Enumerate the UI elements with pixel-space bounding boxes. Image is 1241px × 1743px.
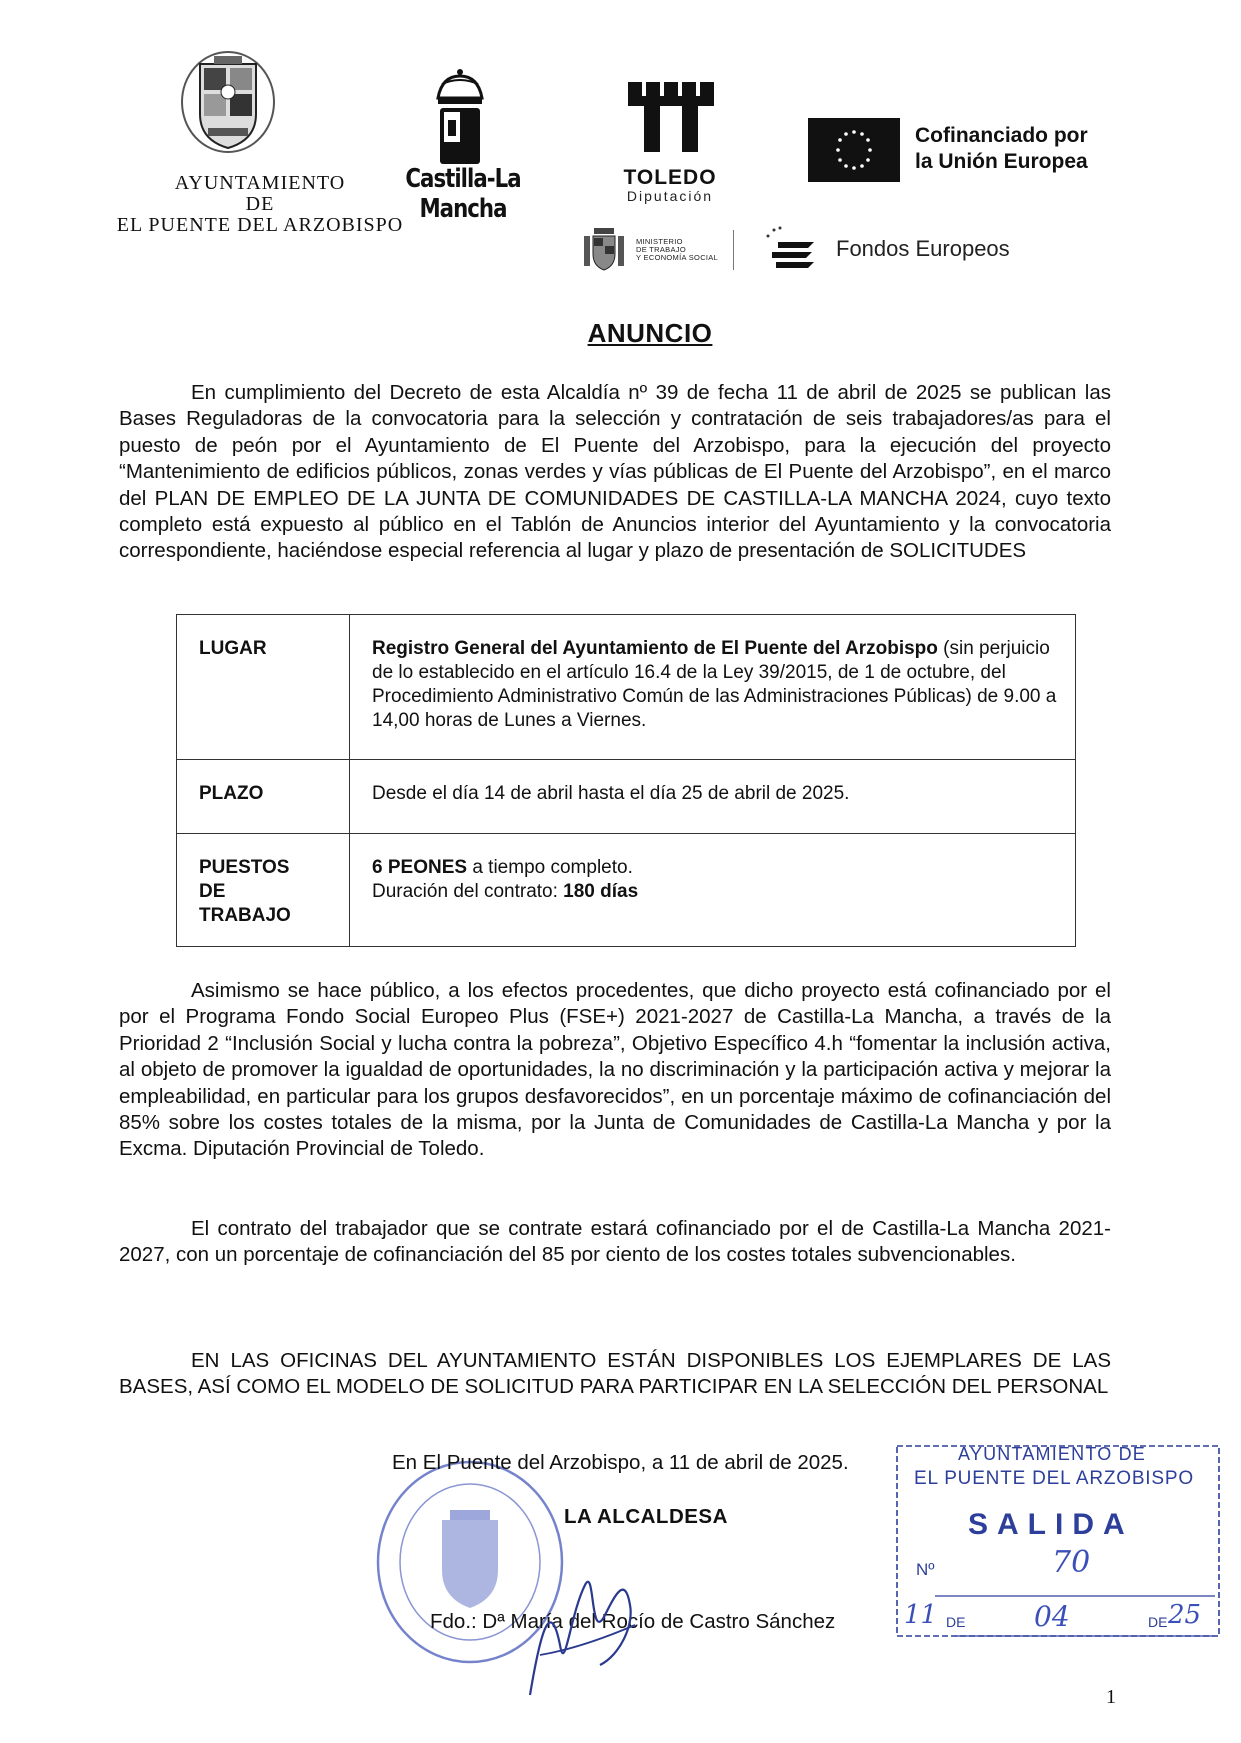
plazo-value: Desde el día 14 de abril hasta el día 25 de abril de 2025. bbox=[350, 760, 1076, 834]
stamp-number-label: Nº bbox=[916, 1560, 935, 1579]
stamp-ayuntamiento-name: EL PUENTE DEL ARZOBISPO bbox=[914, 1468, 1194, 1489]
signatory-role: LA ALCALDESA bbox=[564, 1505, 728, 1528]
stamp-de-label-1: DE bbox=[946, 1614, 966, 1630]
table-row-puestos bbox=[177, 834, 1076, 947]
ayuntamiento-name: AYUNTAMIENTO DE EL PUENTE DEL ARZOBISPO bbox=[116, 172, 404, 236]
signatory-name: Fdo.: Dª María del Rocío de Castro Sánchez bbox=[430, 1610, 836, 1633]
fondos-europeos-icon bbox=[762, 224, 832, 276]
solicitudes-table bbox=[176, 614, 1076, 947]
toledo-name: TOLEDO bbox=[623, 166, 717, 189]
stamp-ayuntamiento-de: AYUNTAMIENTO DE bbox=[958, 1444, 1147, 1464]
stamp-month: 04 bbox=[1034, 1600, 1070, 1633]
toledo-subtitle: Diputación bbox=[626, 188, 714, 204]
ayuntamiento-coat-of-arms bbox=[178, 50, 278, 160]
puestos-value: 6 PEONES a tiempo completo. Duración del contrato: 180 días bbox=[350, 834, 1076, 947]
eu-flag-icon bbox=[808, 118, 900, 182]
castilla-la-mancha-name: Castilla-La Mancha bbox=[405, 164, 521, 224]
paragraph-decreto: En cumplimiento del Decreto de esta Alcaldía nº 39 de fecha 11 de abril de 2025 se publican las Bases Reguladoras de la convocatoria para la selección y contratación de seis trabajadores/as para el puesto de peón por el Ayuntamiento de El Puente del Arzobispo, para la ejecución del proyecto “Mantenimiento de edificios públicos, zonas verdes y vías públicas de El Puente del Arzobispo”, en el marco del PLAN DE EMPLEO DE LA JUNTA DE COMUNIDADES DE CASTILLA-LA MANCHA 2024, cuyo texto completo está expuesto al público en el Tablón de Anuncios interior del Ayuntamiento y la convocatoria correspondiente, haciéndose especial referencia al lugar y plazo de presentación de SOLICITUDES bbox=[119, 381, 1111, 563]
stamp-year: 25 bbox=[1168, 1600, 1202, 1630]
lugar-value: Registro General del Ayuntamiento de El Puente del Arzobispo (sin perjuicio de lo establecido en el artículo 16.4 de la Ley 39/2015, de 1 de octubre, del Procedimiento Administrativo Común de las Administraciones Públicas) de 9.00 a 14,00 horas de Lunes a Viernes. bbox=[350, 615, 1076, 760]
paragraph-oficinas: EN LAS OFICINAS DEL AYUNTAMIENTO ESTÁN DISPONIBLES LOS EJEMPLARES DE LAS BASES, ASÍ COMO EL MODELO DE SOLICITUD PARA PARTICIPAR EN LA SELECCIÓN DEL PERSONAL bbox=[119, 1349, 1111, 1399]
stamp-salida-label: SALIDA bbox=[968, 1508, 1134, 1541]
document-title: ANUNCIO bbox=[587, 318, 713, 348]
stamp-day: 11 bbox=[904, 1600, 938, 1630]
paragraph-cofinanciacion: Asimismo se hace público, a los efectos procedentes, que dicho proyecto está cofinanciado por el por el Programa Fondo Social Europeo Plus (FSE+) 2021-2027 de Castilla-La Mancha, a través de la Prioridad 2 “Inclusión Social y lucha contra la pobreza”, Objetivo Específico 4.h “fomentar la inclusión activa, al objeto de promover la igualdad de oportunidades, la no discriminación y la participación activa y mejorar la empleabilidad, en particular para los grupos desfavorecidos”, en un porcentaje máximo de cofinanciación del 85% sobre los costes totales de la misma, por la Junta de Comunidades de Castilla-La Mancha y por la Excma. Diputación Provincial de Toledo. bbox=[119, 979, 1111, 1161]
spain-coat-of-arms-icon bbox=[582, 222, 626, 272]
table-row-lugar bbox=[177, 615, 1076, 760]
table-row-plazo bbox=[177, 760, 1076, 834]
place-and-date: En El Puente del Arzobispo, a 11 de abril de 2025. bbox=[392, 1451, 849, 1474]
page-number: 1 bbox=[1106, 1686, 1116, 1708]
fondos-europeos-text: Fondos Europeos bbox=[836, 236, 1010, 261]
ministerio-trabajo-text: MINISTERIO DE TRABAJO Y ECONOMÍA SOCIAL bbox=[636, 237, 719, 262]
toledo-diputacion-logo bbox=[626, 80, 716, 152]
stamp-de-label-2: DE bbox=[1148, 1614, 1168, 1630]
stamp-number-value: 70 bbox=[1052, 1545, 1091, 1580]
plazo-label: PLAZO bbox=[177, 760, 350, 834]
eu-cofinanciado-text: Cofinanciado por la Unión Europea bbox=[915, 124, 1088, 173]
paragraph-contrato: El contrato del trabajador que se contrate estará cofinanciado por el de Castilla-La Mancha 2021-2027, con un porcentaje de cofinanciación del 85 por ciento de los costes totales subvencionables. bbox=[119, 1217, 1111, 1267]
handwritten-signature bbox=[510, 1555, 650, 1705]
lugar-label: LUGAR bbox=[177, 615, 350, 760]
puestos-label: PUESTOS DE TRABAJO bbox=[177, 834, 350, 947]
castilla-la-mancha-crown-logo bbox=[430, 68, 490, 168]
logo-divider bbox=[733, 230, 734, 270]
